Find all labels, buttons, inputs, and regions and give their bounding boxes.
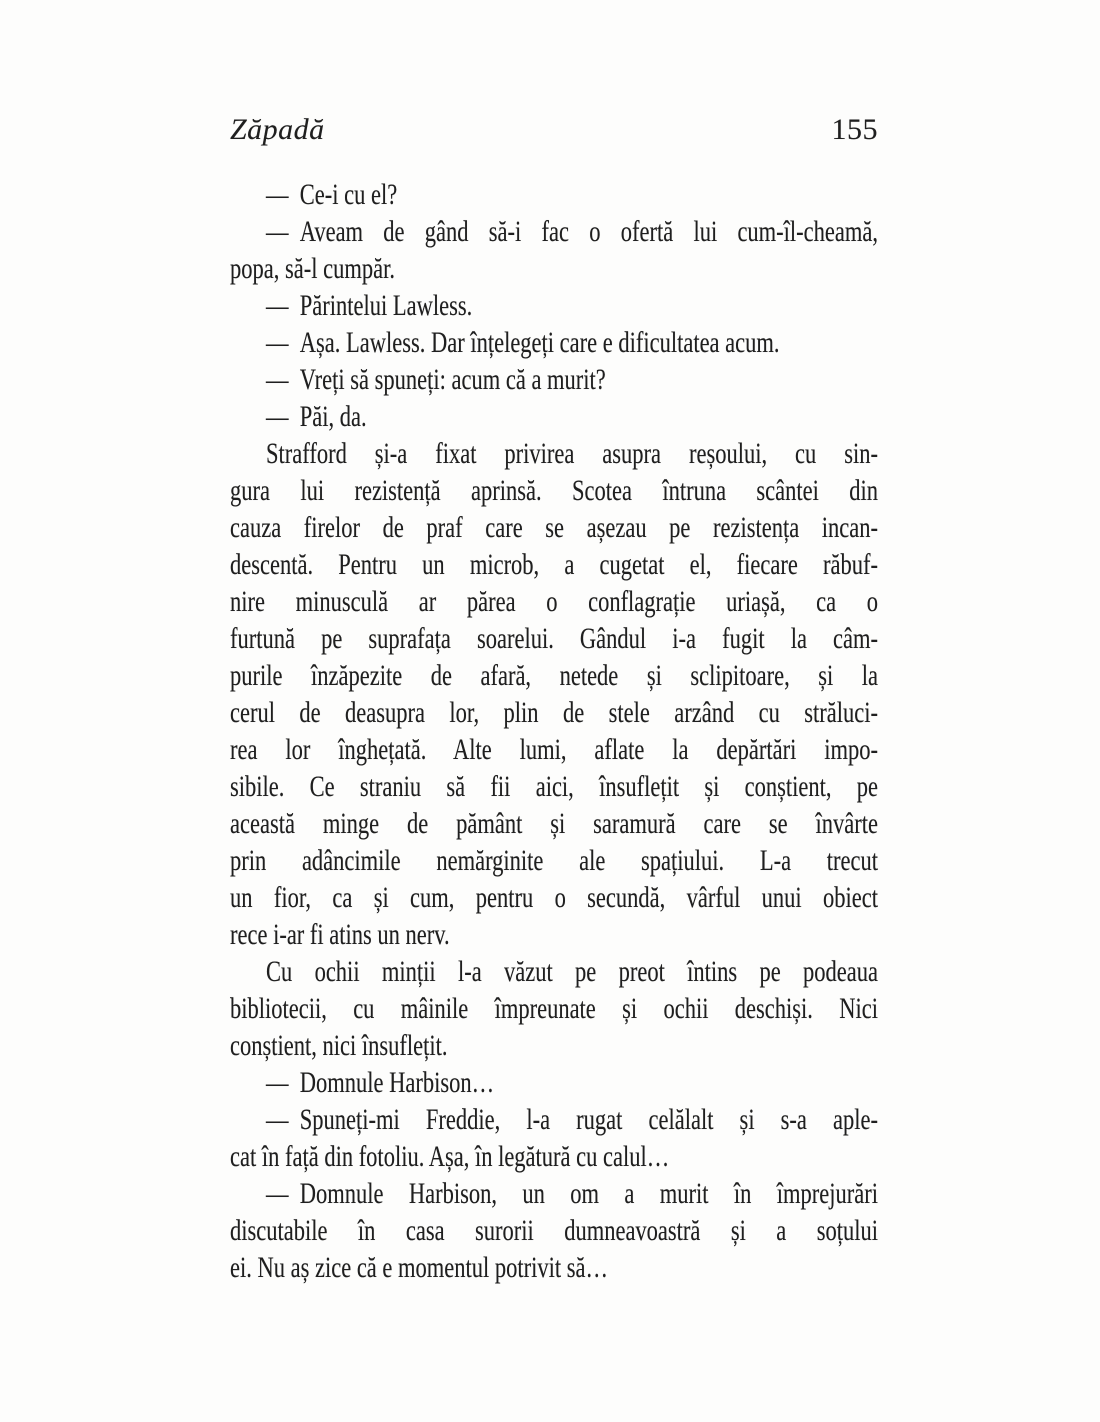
text-line: Cu ochii minții l-a văzut pe preot întins pe podeaua: [266, 955, 878, 988]
text-line: ei. Nu aș zice că e momentul potrivit să…: [230, 1251, 609, 1284]
running-title: Zăpadă: [230, 113, 325, 146]
body-text-block: [230, 176, 878, 1286]
text-line: descentă. Pentru un microb, a cugetat el, fiecare răbuf-: [230, 548, 878, 581]
text-line: furtună pe suprafața soarelui. Gândul i-a fugit la câm-: [230, 622, 878, 655]
text-line: — Domnule Harbison…: [266, 1066, 495, 1099]
running-head: [230, 112, 878, 148]
text-line: — Păi, da.: [266, 400, 367, 433]
text-line: Strafford și-a fixat privirea asupra reșoului, cu sin-: [266, 437, 878, 470]
text-line: — Domnule Harbison, un om a murit în împrejurări: [266, 1177, 878, 1210]
text-line: conștient, nici însuflețit.: [230, 1029, 448, 1062]
text-line: cat în față din fotoliu. Așa, în legătură cu calul…: [230, 1140, 670, 1173]
text-line: această minge de pământ și saramură care se învârte: [230, 807, 878, 840]
text-line: — Vreți să spuneți: acum că a murit?: [266, 363, 606, 396]
text-line: rea lor înghețată. Alte lumi, aflate la depărtări impo-: [230, 733, 878, 766]
text-line: cauza firelor de praf care se așezau pe rezistența incan-: [230, 511, 878, 544]
text-line: bibliotecii, cu mâinile împreunate și ochii deschiși. Nici: [230, 992, 878, 1025]
text-line: rece i-ar fi atins un nerv.: [230, 918, 450, 951]
text-line: purile înzăpezite de afară, netede și sclipitoare, și la: [230, 659, 878, 692]
text-line: cerul de deasupra lor, plin de stele arzând cu străluci-: [230, 696, 878, 729]
text-line: popa, să-l cumpăr.: [230, 252, 395, 285]
text-line: gura lui rezistență aprinsă. Scotea întruna scântei din: [230, 474, 878, 507]
text-line: — Spuneți-mi Freddie, l-a rugat celălalt și s-a aple-: [266, 1103, 878, 1136]
page-number: 155: [831, 113, 878, 146]
text-line: prin adâncimile nemărginite ale spațiului. L-a trecut: [230, 844, 878, 877]
text-line: nire minusculă ar părea o conflagrație uriașă, ca o: [230, 585, 878, 618]
text-line: — Așa. Lawless. Dar înțelegeți care e dificultatea acum.: [266, 326, 780, 359]
text-line: un fior, ca și cum, pentru o secundă, vârful unui obiect: [230, 881, 878, 914]
text-line: — Părintelui Lawless.: [266, 289, 473, 322]
text-line: discutabile în casa surorii dumneavoastră și a soțului: [230, 1214, 878, 1247]
text-line: — Aveam de gând să-i fac o ofertă lui cum-îl-cheamă,: [266, 215, 878, 248]
text-line: — Ce-i cu el?: [266, 178, 398, 211]
text-line: sibile. Ce straniu să fii aici, însuflețit și conștient, pe: [230, 770, 878, 803]
